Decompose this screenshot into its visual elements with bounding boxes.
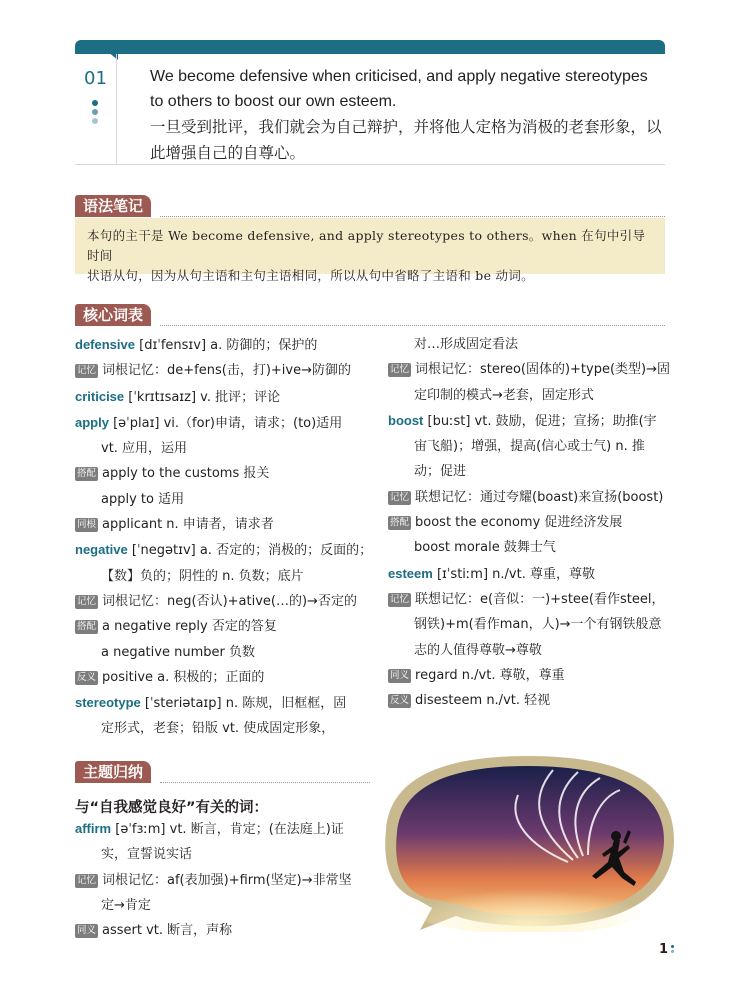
header-bar xyxy=(75,40,665,54)
definition: 定印制的模式→老套，固定形式 xyxy=(414,387,594,403)
grammar-rule xyxy=(160,216,665,217)
definition: 定→肯定 xyxy=(101,897,151,913)
sentence-dots xyxy=(92,100,100,127)
definition: disesteem n./vt. 轻视 xyxy=(415,693,551,709)
vocab-note xyxy=(75,614,360,639)
definition: applicant n. 申请者，请求者 xyxy=(102,517,274,533)
vocab-rule xyxy=(160,325,665,326)
theme-column xyxy=(75,816,360,943)
vocab-entry xyxy=(75,690,360,716)
definition: a. 防御的；保护的 xyxy=(210,338,318,353)
vocab-note xyxy=(75,358,360,383)
vocab-continuation xyxy=(75,893,360,918)
note-tag: 记忆 xyxy=(390,491,410,503)
definition: a negative reply 否定的答复 xyxy=(102,619,277,635)
vocab-continuation xyxy=(75,842,360,867)
note-tag: 搭配 xyxy=(77,468,97,480)
sentence-number: 01 xyxy=(84,68,107,89)
vocab-note xyxy=(75,868,360,893)
note-tag: 记忆 xyxy=(77,595,97,607)
page-dots xyxy=(671,945,674,955)
phonetic: [buːst] xyxy=(423,413,475,429)
definition: 实，宣誓说实话 xyxy=(101,847,193,863)
definition: vt. 断言，肯定；(在法庭上)证 xyxy=(169,822,344,837)
definition: 【数】负的；阴性的 n. 负数；底片 xyxy=(101,568,304,584)
theme-heading: 与“自我感觉良好”有关的词： xyxy=(75,800,269,816)
grammar-line: 状语从句，因为从句主语和主句主语相同，所以从句中省略了主语和 be 动词。 xyxy=(87,268,534,283)
vocab-note xyxy=(388,510,673,535)
vocab-left-column xyxy=(75,332,373,742)
headword: negative xyxy=(75,542,128,558)
definition: vt. 鼓励，促进；宣扬；助推(宇 xyxy=(474,413,657,429)
grammar-line: 本句的主干是 We become defensive, and apply stereotypes to others。when 在句中引导时间 xyxy=(87,228,646,263)
vocab-right-column xyxy=(388,332,673,713)
note-tag: 同根 xyxy=(77,519,97,531)
vocab-continuation xyxy=(388,612,673,637)
phonetic: [dɪˈfensɪv] xyxy=(134,338,211,353)
vocab-continuation xyxy=(75,487,360,512)
vocab-continuation xyxy=(75,436,360,461)
speech-bubble-illustration xyxy=(378,750,678,932)
vocab-note xyxy=(388,663,673,688)
vocab-continuation xyxy=(388,638,673,663)
note-tag: 记忆 xyxy=(77,874,97,886)
definition: 宙飞船)；增强，提高(信心或士气) n. 推 xyxy=(414,439,645,455)
vocab-continuation xyxy=(388,535,673,560)
definition: 词根记忆：neg(否认)+ative(…的)→否定的 xyxy=(102,593,357,609)
vocab-entry xyxy=(388,561,673,587)
definition: apply to 适用 xyxy=(101,491,185,507)
definition: boost morale 鼓舞士气 xyxy=(414,540,556,556)
grammar-note xyxy=(75,218,665,283)
vocab-note xyxy=(75,589,360,614)
headword: stereotype xyxy=(75,695,141,711)
phonetic: [əˈplaɪ] xyxy=(108,415,164,431)
vocab-continuation xyxy=(388,383,673,408)
vocab-continuation xyxy=(388,434,673,459)
vocab-entry xyxy=(75,816,360,842)
note-tag: 记忆 xyxy=(390,364,410,376)
headword: boost xyxy=(388,412,424,428)
definition: 联想记忆：通过夸耀(boast)来宣扬(boost) xyxy=(415,489,664,505)
note-tag: 反义 xyxy=(77,671,97,683)
vocab-continuation xyxy=(388,332,673,357)
vocab-note xyxy=(75,665,360,690)
definition: n. 陈规，旧框框，固 xyxy=(225,696,347,712)
vocab-entry xyxy=(75,410,360,436)
phonetic: [ɪˈstiːm] xyxy=(432,566,493,582)
definition: 联想记忆：e(音似：一)+stee(看作steel， xyxy=(415,591,665,607)
headword: defensive xyxy=(75,337,135,352)
vocab-entry xyxy=(388,408,673,434)
headword: affirm xyxy=(75,821,112,836)
sentence-divider xyxy=(116,54,117,164)
headword: esteem xyxy=(388,565,433,581)
definition: 定形式，老套；铅版 vt. 使成固定形象， xyxy=(101,721,335,737)
note-tag: 搭配 xyxy=(390,517,410,529)
note-tag: 同义 xyxy=(390,669,410,681)
phonetic: [ˈsteriətaɪp] xyxy=(140,696,226,712)
definition: 词根记忆：stereo(固体的)+type(类型)→固 xyxy=(415,362,671,378)
definition: vt. 应用，运用 xyxy=(101,441,188,457)
theme-rule xyxy=(160,782,370,783)
vocab-entry xyxy=(75,332,360,358)
vocab-entry xyxy=(75,537,373,563)
vocab-note xyxy=(75,512,360,537)
vocab-note xyxy=(388,485,673,510)
vocab-entry xyxy=(75,384,360,410)
definition: 对…形成固定看法 xyxy=(414,337,519,352)
vocab-title: 核心词表 xyxy=(75,304,151,326)
vocab-continuation xyxy=(75,564,360,589)
headword: criticise xyxy=(75,388,125,404)
vocab-note xyxy=(388,688,673,713)
phonetic: [əˈfɜːm] xyxy=(111,822,170,837)
theme-title: 主题归纳 xyxy=(75,761,151,783)
note-tag: 记忆 xyxy=(77,365,97,377)
vocab-note xyxy=(75,918,360,943)
definition: regard n./vt. 尊敬，尊重 xyxy=(415,667,565,683)
definition: 志的人值得尊敬→尊敬 xyxy=(414,642,542,658)
definition: boost the economy 促进经济发展 xyxy=(415,515,623,531)
sentence-english: We become defensive when criticised, and apply negative stereotypes to others to boost our own esteem. xyxy=(150,68,648,110)
vocab-note xyxy=(388,357,673,382)
grammar-title: 语法笔记 xyxy=(75,195,151,217)
definition: 钢铁)+m(看作man，人)→一个有钢铁般意 xyxy=(414,617,662,633)
definition: 词根记忆：af(表加强)+firm(坚定)→非常坚 xyxy=(102,872,352,888)
definition: 动；促进 xyxy=(414,464,467,480)
page-number: 1 xyxy=(659,942,669,957)
phonetic: [ˈkrɪtɪsaɪz] xyxy=(124,389,201,405)
definition: a negative number 负数 xyxy=(101,644,255,660)
definition: 词根记忆：de+fens(击，打)+ive→防御的 xyxy=(102,363,351,379)
phonetic: [ˈnegətɪv] xyxy=(127,543,200,559)
definition: v. 批评；评论 xyxy=(200,389,281,405)
vocab-continuation xyxy=(75,640,360,665)
vocab-continuation xyxy=(75,716,360,741)
definition: assert vt. 断言，声称 xyxy=(102,923,233,939)
sentence-chinese: 一旦受到批评，我们就会为自己辩护，并将他人定格为消极的老套形象，以此增强自己的自尊心。 xyxy=(150,118,662,162)
note-tag: 记忆 xyxy=(390,593,410,605)
definition: a. 否定的；消极的；反面的； xyxy=(199,543,373,559)
definition: apply to the customs 报关 xyxy=(102,466,270,482)
vocab-note xyxy=(388,587,673,612)
definition: n./vt. 尊重，尊敬 xyxy=(492,566,595,582)
note-tag: 搭配 xyxy=(77,621,97,633)
note-tag: 反义 xyxy=(390,695,410,707)
definition: positive a. 积极的；正面的 xyxy=(102,669,265,685)
note-tag: 同义 xyxy=(77,925,97,937)
vocab-continuation xyxy=(388,459,673,484)
vocab-note xyxy=(75,461,360,486)
definition: vi.（for)申请，请求；(to)适用 xyxy=(163,415,343,431)
headword: apply xyxy=(75,414,109,430)
